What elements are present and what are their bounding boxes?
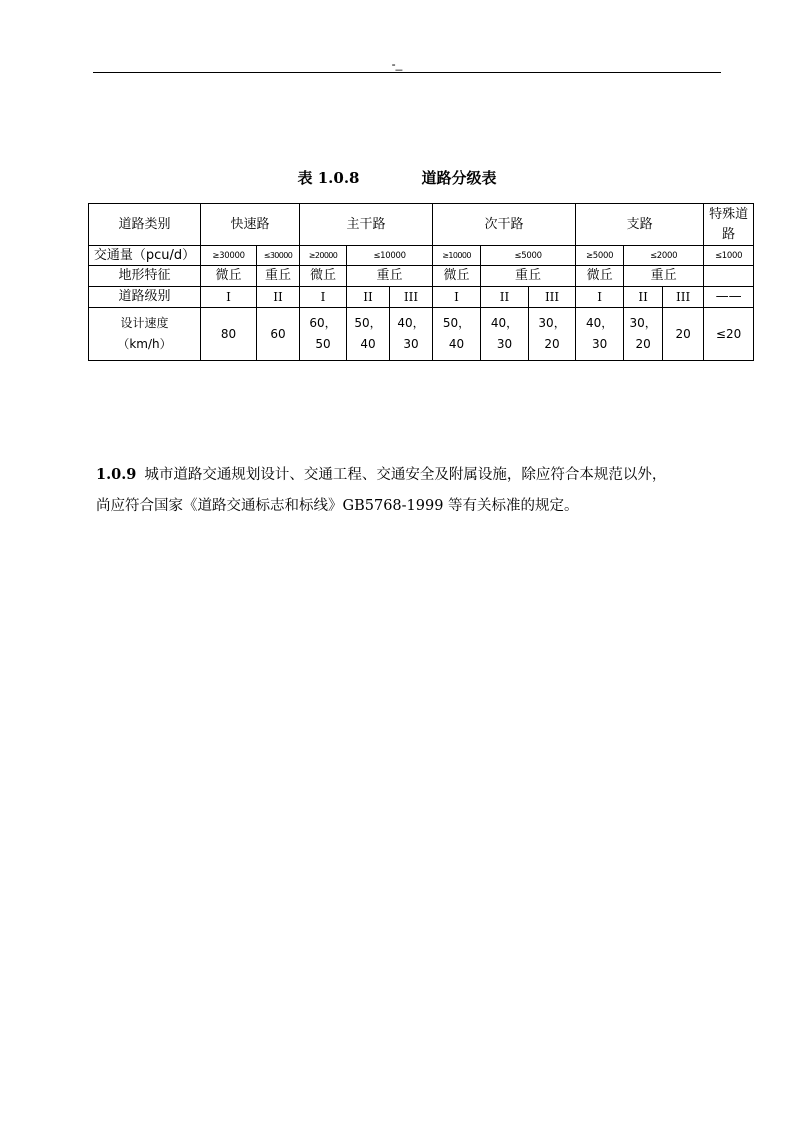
cell-value: 60: [270, 326, 286, 341]
traffic-row: [89, 246, 754, 266]
table-cell: [433, 308, 481, 361]
table-cell: I: [300, 287, 347, 308]
page-header-mark: -_: [391, 57, 403, 71]
table-cell: 重丘: [624, 266, 704, 287]
table-cell: III: [390, 287, 433, 308]
cell-value: 40，: [397, 316, 425, 330]
table-cell: ——: [704, 287, 754, 308]
table-cell: [529, 308, 576, 361]
table-cell: ≤30000: [257, 246, 300, 266]
table-cell: III: [529, 287, 576, 308]
table-cell: 微丘: [201, 266, 257, 287]
table-cell: ≥10000: [433, 246, 481, 266]
table-cell: [576, 308, 624, 361]
cell-value: 40: [360, 337, 376, 351]
clause-paragraph: [96, 459, 736, 522]
table-caption: [0, 168, 794, 188]
table-cell: [624, 308, 663, 361]
secondary-header: 次干路: [433, 204, 576, 246]
table-cell: III: [663, 287, 704, 308]
table-cell: ≤1000: [704, 246, 754, 266]
speed-label-cell: [89, 308, 201, 361]
paragraph-line-2: 尚应符合国家《道路交通标志和标线》GB5768-1999 等有关标准的规定。: [96, 498, 579, 514]
special-header: 特殊道路: [704, 204, 754, 246]
paragraph-line-1: [96, 459, 736, 491]
table-cell: [347, 308, 390, 361]
table-cell: I: [433, 287, 481, 308]
table-cell: 微丘: [300, 266, 347, 287]
table-cell: ≤5000: [481, 246, 576, 266]
table-cell: 重丘: [257, 266, 300, 287]
cell-value: 30，: [538, 316, 566, 330]
speed-label-line1: 设计速度: [120, 316, 169, 330]
cell-value: 30: [496, 337, 513, 351]
cell-value: 30: [403, 337, 419, 351]
cell-value: 20: [635, 337, 651, 351]
terrain-row: [89, 266, 754, 287]
road-classification-table: [88, 203, 754, 361]
table-caption-number: 表 1.0.8: [297, 169, 360, 187]
cell-value: 20: [544, 337, 560, 351]
table-cell: [663, 308, 704, 361]
grade-label-cell: 道路级别: [89, 287, 201, 308]
table-cell: II: [257, 287, 300, 308]
terrain-label-cell: 地形特征: [89, 266, 201, 287]
cell-value: 40: [448, 337, 465, 351]
cell-value: 50: [315, 337, 331, 351]
expressway-header: 快速路: [201, 204, 300, 246]
header-rule: [93, 72, 721, 73]
category-label-cell: 道路类别: [89, 204, 201, 246]
cell-value: 40，: [490, 316, 519, 330]
cell-value: 20: [675, 326, 691, 341]
table-cell: II: [347, 287, 390, 308]
cell-value: 30，: [629, 316, 657, 330]
cell-value: 40，: [585, 316, 614, 330]
grade-row: [89, 287, 754, 308]
table-cell: II: [481, 287, 529, 308]
table-cell: ≤10000: [347, 246, 433, 266]
table-cell: 重丘: [347, 266, 433, 287]
table-cell: ≥20000: [300, 246, 347, 266]
table-cell: II: [624, 287, 663, 308]
clause-number: 1.0.9: [96, 466, 137, 483]
table-cell: [704, 266, 754, 287]
branch-header: 支路: [576, 204, 704, 246]
table-cell: ≤2000: [624, 246, 704, 266]
cell-value: ≤20: [715, 326, 742, 341]
cell-value: 30: [591, 337, 608, 351]
speed-label-line2: （km/h）: [117, 337, 172, 351]
cell-value: 50，: [354, 316, 382, 330]
table-cell: [300, 308, 347, 361]
table-cell: 微丘: [576, 266, 624, 287]
table-caption-title: 道路分级表: [421, 169, 497, 187]
table-cell: ≥30000: [201, 246, 257, 266]
table-cell: 重丘: [481, 266, 576, 287]
table-cell: [390, 308, 433, 361]
cell-value: 80: [220, 326, 237, 341]
cell-value: 60，: [309, 316, 337, 330]
table-cell: 微丘: [433, 266, 481, 287]
table-cell: I: [201, 287, 257, 308]
table-cell: [201, 308, 257, 361]
table-cell: [257, 308, 300, 361]
cell-value: 50，: [442, 316, 471, 330]
table-cell: [481, 308, 529, 361]
table-cell: [704, 308, 754, 361]
speed-row: [89, 308, 754, 361]
table-header-row: [89, 204, 754, 246]
table-cell: I: [576, 287, 624, 308]
traffic-label-cell: 交通量（pcu/d）: [89, 246, 201, 266]
table-cell: ≥5000: [576, 246, 624, 266]
arterial-header: 主干路: [300, 204, 433, 246]
paragraph-text-1: 城市道路交通规划设计、交通工程、交通安全及附属设施，除应符合本规范以外，: [144, 467, 667, 483]
